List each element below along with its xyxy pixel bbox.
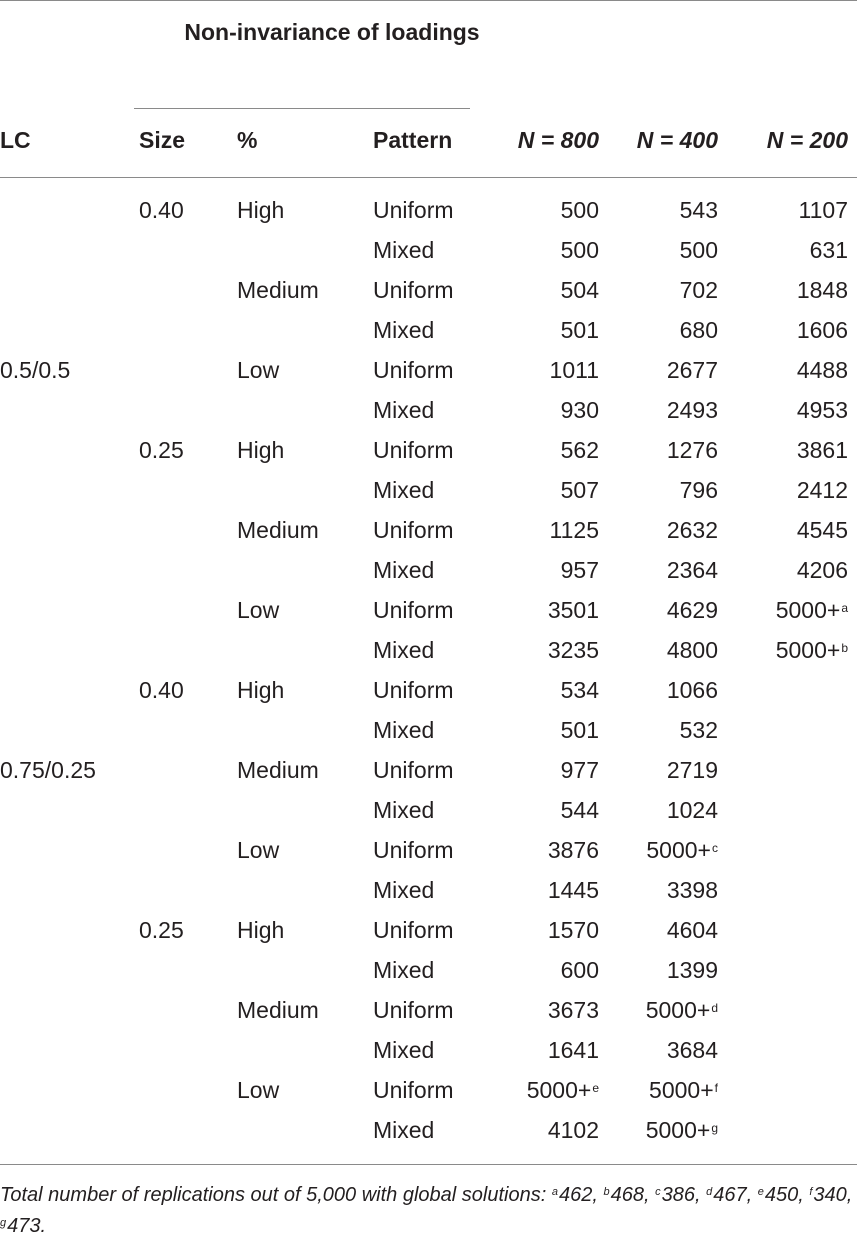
cell-n800: 1445 bbox=[547, 877, 599, 903]
cell-n800: 5000+$^e$ bbox=[526, 1077, 599, 1103]
cell-n200: 4953 bbox=[796, 397, 848, 423]
row-pattern: Uniform bbox=[373, 677, 454, 703]
header-n400-label: N = 400 bbox=[636, 127, 718, 153]
row-pattern: Mixed bbox=[373, 717, 435, 743]
cell-n400: 4629 bbox=[666, 597, 718, 623]
cell-n800: 1125 bbox=[549, 517, 599, 543]
row-pattern: Mixed bbox=[373, 237, 435, 263]
row-percent: High bbox=[237, 677, 285, 703]
cell-n200: 3861 bbox=[796, 437, 848, 463]
footnote-item-mark: a bbox=[551, 1186, 558, 1198]
footnote-item-value: 462 bbox=[558, 1184, 593, 1206]
footnote-item-value: 473 bbox=[7, 1215, 41, 1237]
cell-n800: 1570 bbox=[547, 917, 599, 943]
row-pattern: Uniform bbox=[373, 277, 454, 303]
cell-n200: 5000+$^a$ bbox=[775, 597, 848, 623]
row-pattern: Uniform bbox=[373, 917, 454, 943]
footnote-item bbox=[655, 1184, 695, 1206]
footnote-item-value: 386 bbox=[661, 1184, 695, 1206]
cell-n800: 1011 bbox=[549, 357, 599, 383]
cell-n800: 544 bbox=[560, 797, 599, 823]
cell-n800: 3235 bbox=[547, 637, 599, 663]
cell-n200: 1107 bbox=[798, 197, 848, 223]
cell-n400: 2364 bbox=[666, 557, 718, 583]
cell-n800: 957 bbox=[560, 557, 599, 583]
cell-n800: 534 bbox=[560, 677, 599, 703]
footnote-item bbox=[758, 1184, 799, 1206]
cell-n800: 501 bbox=[560, 717, 599, 743]
table-top-rule bbox=[0, 0, 857, 1]
cell-n400: 2632 bbox=[666, 517, 718, 543]
header-percent: % bbox=[237, 127, 258, 153]
cell-n800: 507 bbox=[560, 477, 599, 503]
cell-n400: 3398 bbox=[666, 877, 718, 903]
cell-n400: 3684 bbox=[666, 1037, 718, 1063]
row-size: 0.25 bbox=[139, 917, 184, 943]
row-pattern: Uniform bbox=[373, 197, 454, 223]
row-pattern: Mixed bbox=[373, 477, 435, 503]
cell-n800: 3501 bbox=[547, 597, 599, 623]
row-pattern: Uniform bbox=[373, 517, 454, 543]
footnote-mark: e bbox=[592, 1081, 599, 1095]
header-rule bbox=[0, 177, 857, 178]
row-percent: Medium bbox=[237, 997, 319, 1023]
cell-n200: 2412 bbox=[796, 477, 848, 503]
footnote-item-mark: d bbox=[706, 1186, 713, 1198]
row-pattern: Mixed bbox=[373, 317, 435, 343]
cell-n400: 532 bbox=[679, 717, 718, 743]
row-percent: Medium bbox=[237, 757, 319, 783]
footnote-item-mark: f bbox=[809, 1186, 813, 1198]
row-pattern: Mixed bbox=[373, 1117, 435, 1143]
cell-n800: 3673 bbox=[547, 997, 599, 1023]
cell-n400: 500 bbox=[679, 237, 718, 263]
header-n200 bbox=[767, 124, 848, 156]
row-pattern: Mixed bbox=[373, 1037, 435, 1063]
cell-n800: 504 bbox=[560, 277, 599, 303]
cell-n400: 1024 bbox=[666, 797, 718, 823]
footnote-item-mark: e bbox=[757, 1186, 764, 1198]
header-n400 bbox=[637, 124, 718, 156]
cell-n200: 1848 bbox=[796, 277, 848, 303]
footnote-mark: b bbox=[841, 641, 848, 655]
row-pattern: Mixed bbox=[373, 557, 435, 583]
cell-n200: 631 bbox=[809, 237, 848, 263]
row-pattern: Uniform bbox=[373, 837, 454, 863]
row-pattern: Mixed bbox=[373, 637, 435, 663]
cell-n400: 1066 bbox=[666, 677, 718, 703]
cell-n800: 1641 bbox=[547, 1037, 599, 1063]
footnote-item-value: 468 bbox=[610, 1184, 644, 1206]
cell-n800: 600 bbox=[560, 957, 599, 983]
cell-n200: 4488 bbox=[796, 357, 848, 383]
cell-n400: 702 bbox=[679, 277, 718, 303]
row-percent: Low bbox=[237, 597, 280, 623]
row-percent: Low bbox=[237, 357, 280, 383]
cell-n200: 5000+$^b$ bbox=[775, 637, 848, 663]
cell-n400: 4604 bbox=[666, 917, 718, 943]
row-percent: Low bbox=[237, 1077, 280, 1103]
footnote-item-value: 340 bbox=[813, 1184, 847, 1206]
header-pattern: Pattern bbox=[373, 127, 453, 153]
column-group-title: Non-invariance of loadings bbox=[184, 19, 480, 45]
row-lc: 0.75/0.25 bbox=[0, 757, 96, 783]
row-size: 0.40 bbox=[139, 677, 184, 703]
row-pattern: Mixed bbox=[373, 877, 435, 903]
footnote-mark: c bbox=[712, 841, 718, 855]
cell-n800: 500 bbox=[560, 237, 599, 263]
cell-n400: 5000+$^c$ bbox=[646, 837, 718, 863]
header-lc: LC bbox=[0, 127, 31, 153]
table-bottom-rule bbox=[0, 1164, 857, 1165]
footnote-mark: d bbox=[711, 1001, 718, 1015]
row-lc: 0.5/0.5 bbox=[0, 357, 71, 383]
cell-n400: 543 bbox=[679, 197, 718, 223]
footnote-item-value: 467 bbox=[713, 1184, 747, 1206]
row-size: 0.25 bbox=[139, 437, 184, 463]
footnote-item bbox=[706, 1184, 747, 1206]
row-percent: High bbox=[237, 917, 285, 943]
cell-n400: 5000+$^g$ bbox=[645, 1117, 718, 1143]
cell-n400: 2493 bbox=[666, 397, 718, 423]
row-pattern: Mixed bbox=[373, 397, 435, 423]
cell-n800: 977 bbox=[560, 757, 599, 783]
row-pattern: Uniform bbox=[373, 437, 454, 463]
row-pattern: Uniform bbox=[373, 597, 454, 623]
cell-n400: 796 bbox=[679, 477, 718, 503]
cell-n400: 680 bbox=[679, 317, 718, 343]
row-percent: Medium bbox=[237, 277, 319, 303]
cell-n800: 500 bbox=[560, 197, 599, 223]
row-percent: High bbox=[237, 437, 285, 463]
row-percent: Medium bbox=[237, 517, 319, 543]
cell-n800: 930 bbox=[560, 397, 599, 423]
cell-n200: 4545 bbox=[796, 517, 848, 543]
cell-n400: 5000+$^f$ bbox=[649, 1077, 718, 1103]
cell-n800: 4102 bbox=[547, 1117, 599, 1143]
table-footnote bbox=[0, 1180, 857, 1242]
footnote-item-mark: g bbox=[0, 1217, 7, 1229]
footnote-item-mark: c bbox=[655, 1186, 661, 1198]
cell-n800: 562 bbox=[560, 437, 599, 463]
footnote-item bbox=[552, 1184, 593, 1206]
footnote-mark: f bbox=[714, 1081, 718, 1095]
footnote-mark: g bbox=[711, 1121, 718, 1135]
row-pattern: Mixed bbox=[373, 957, 435, 983]
footnote-item bbox=[0, 1215, 41, 1237]
row-pattern: Uniform bbox=[373, 997, 454, 1023]
row-pattern: Uniform bbox=[373, 757, 454, 783]
row-pattern: Mixed bbox=[373, 797, 435, 823]
cell-n400: 1276 bbox=[666, 437, 718, 463]
footnote-items: $^a$462, $^b$468, $^c$386, $^d$467, $^e$450, $^f$340, $^g$473. bbox=[0, 1184, 853, 1237]
row-percent: Low bbox=[237, 837, 280, 863]
header-n800 bbox=[518, 124, 599, 156]
cell-n400: 2719 bbox=[666, 757, 718, 783]
cell-n200: 1606 bbox=[796, 317, 848, 343]
footnote-item bbox=[809, 1184, 846, 1206]
cell-n400: 2677 bbox=[666, 357, 718, 383]
row-size: 0.40 bbox=[139, 197, 184, 223]
cell-n800: 501 bbox=[560, 317, 599, 343]
cell-n400: 4800 bbox=[666, 637, 718, 663]
footnote-item bbox=[603, 1184, 644, 1206]
header-n800-label: N = 800 bbox=[517, 127, 599, 153]
cell-n200: 4206 bbox=[796, 557, 848, 583]
cell-n400: 5000+$^d$ bbox=[645, 997, 718, 1023]
footnote-item-value: 450 bbox=[764, 1184, 799, 1206]
footnote-item-mark: b bbox=[603, 1186, 610, 1198]
column-group-rule bbox=[134, 108, 470, 109]
footnote-mark: a bbox=[841, 601, 848, 615]
row-percent: High bbox=[237, 197, 285, 223]
row-pattern: Uniform bbox=[373, 1077, 454, 1103]
header-size: Size bbox=[139, 127, 186, 153]
cell-n400: 1399 bbox=[666, 957, 718, 983]
header-n200-label: N = 200 bbox=[766, 127, 848, 153]
cell-n800: 3876 bbox=[547, 837, 599, 863]
footnote-intro: Total number of replications out of 5,000 with global solutions: bbox=[0, 1184, 552, 1206]
row-pattern: Uniform bbox=[373, 357, 454, 383]
